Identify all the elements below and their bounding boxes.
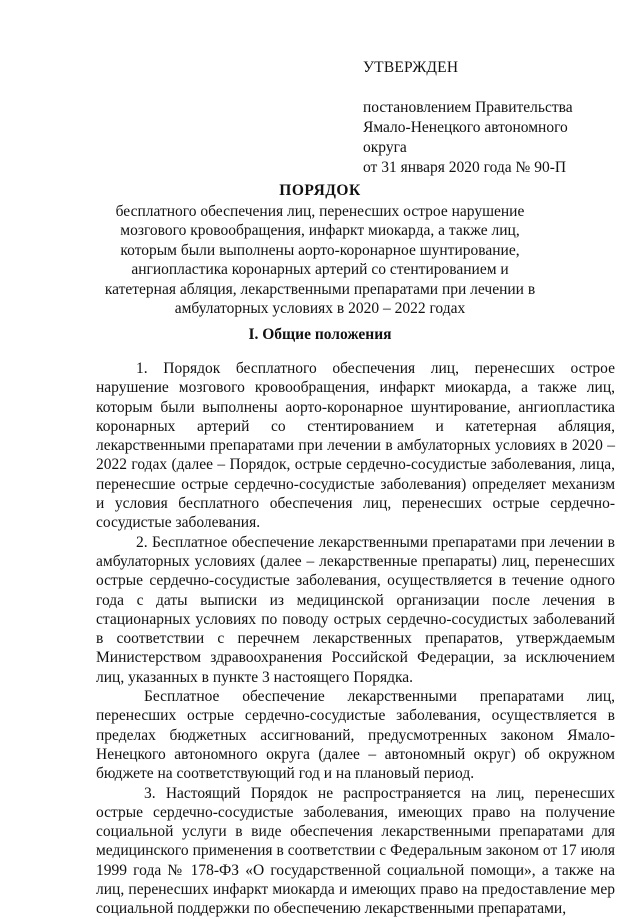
paragraph: 1. Порядок бесплатного обеспечения лиц, перенесших острое нарушение мозгового кровообращения, инфаркт миокарда, а также лиц, которым были выполнены аорто-коронарное шунтирование, ангиопластика коронарных артерий со стентированием и катетерная абляция, лекарственными препаратами при лечении в амбулаторных условиях в 2020 – 2022 годах (далее – Порядок, острые сердечно-сосудистые заболевания, лица, перенесшие острые сердечно-сосудистые заболевания) определяет механизм и условия бесплатного обеспечения лиц, перенесших острые сердечно-сосудистые заболевания.: [96, 360, 615, 532]
paragraph: 2. Бесплатное обеспечение лекарственными препаратами при лечении в амбулаторных условиях (далее – лекарственные препараты) лиц, перенесших острые сердечно-сосудистые заболевания, осуществляется в течение одного года с даты выписки из медицинской организации после лечения в стационарных условиях по поводу острых сердечно-сосудистых заболеваний в соответствии с перечнем лекарственных препаратов, утверждаемым Министерством здравоохранения Российской Федерации, за исключением лиц, указанных в пункте 3 настоящего Порядка.: [96, 533, 615, 686]
approval-line: постановлением Правительства: [363, 99, 573, 116]
document-heading: [96, 181, 544, 319]
document-subtitle: бесплатного обеспечения лиц, перенесших острое нарушение мозгового кровообращения, инфаркт миокарда, а также лиц, которым были выполнены аорто-коронарное шунтирование, ангиопластика коронарных артерий со стентированием и катетерная абляция, лекарственными препаратами при лечении в амбулаторных условиях в 2020 – 2022 годах: [104, 202, 536, 317]
section-title: I. Общие положения: [248, 326, 392, 343]
approval-line: Ямало-Ненецкого автономного округа: [363, 119, 568, 156]
approval-stamp: [363, 58, 613, 178]
document-body: [96, 359, 615, 919]
approval-title: УТВЕРЖДЕН: [363, 59, 459, 76]
document-title: ПОРЯДОК: [279, 182, 361, 199]
approval-line: от 31 января 2020 года № 90-П: [363, 159, 567, 176]
paragraph: Бесплатное обеспечение лекарственными препаратами лиц, перенесших острые сердечно-сосудистые заболевания, осуществляется в пределах бюджетных ассигнований, предусмотренных законом Ямало-Ненецкого автономного округа (далее – автономный округ) об окружном бюджете на соответствующий год и на плановый период.: [96, 688, 615, 783]
paragraph: 3. Настоящий Порядок не распространяется на лиц, перенесших острые сердечно-сосудистые заболевания, имеющих право на получение социальной услуги в виде обеспечения лекарственными препаратами для медицинского применения в соответствии с Федеральным законом от 17 июля 1999 года № 178-ФЗ «О государственной социальной помощи», а также на лиц, перенесших инфаркт миокарда и имеющих право на предоставление мер социальной поддержки по обеспечению лекарственными препаратами,: [96, 784, 615, 918]
